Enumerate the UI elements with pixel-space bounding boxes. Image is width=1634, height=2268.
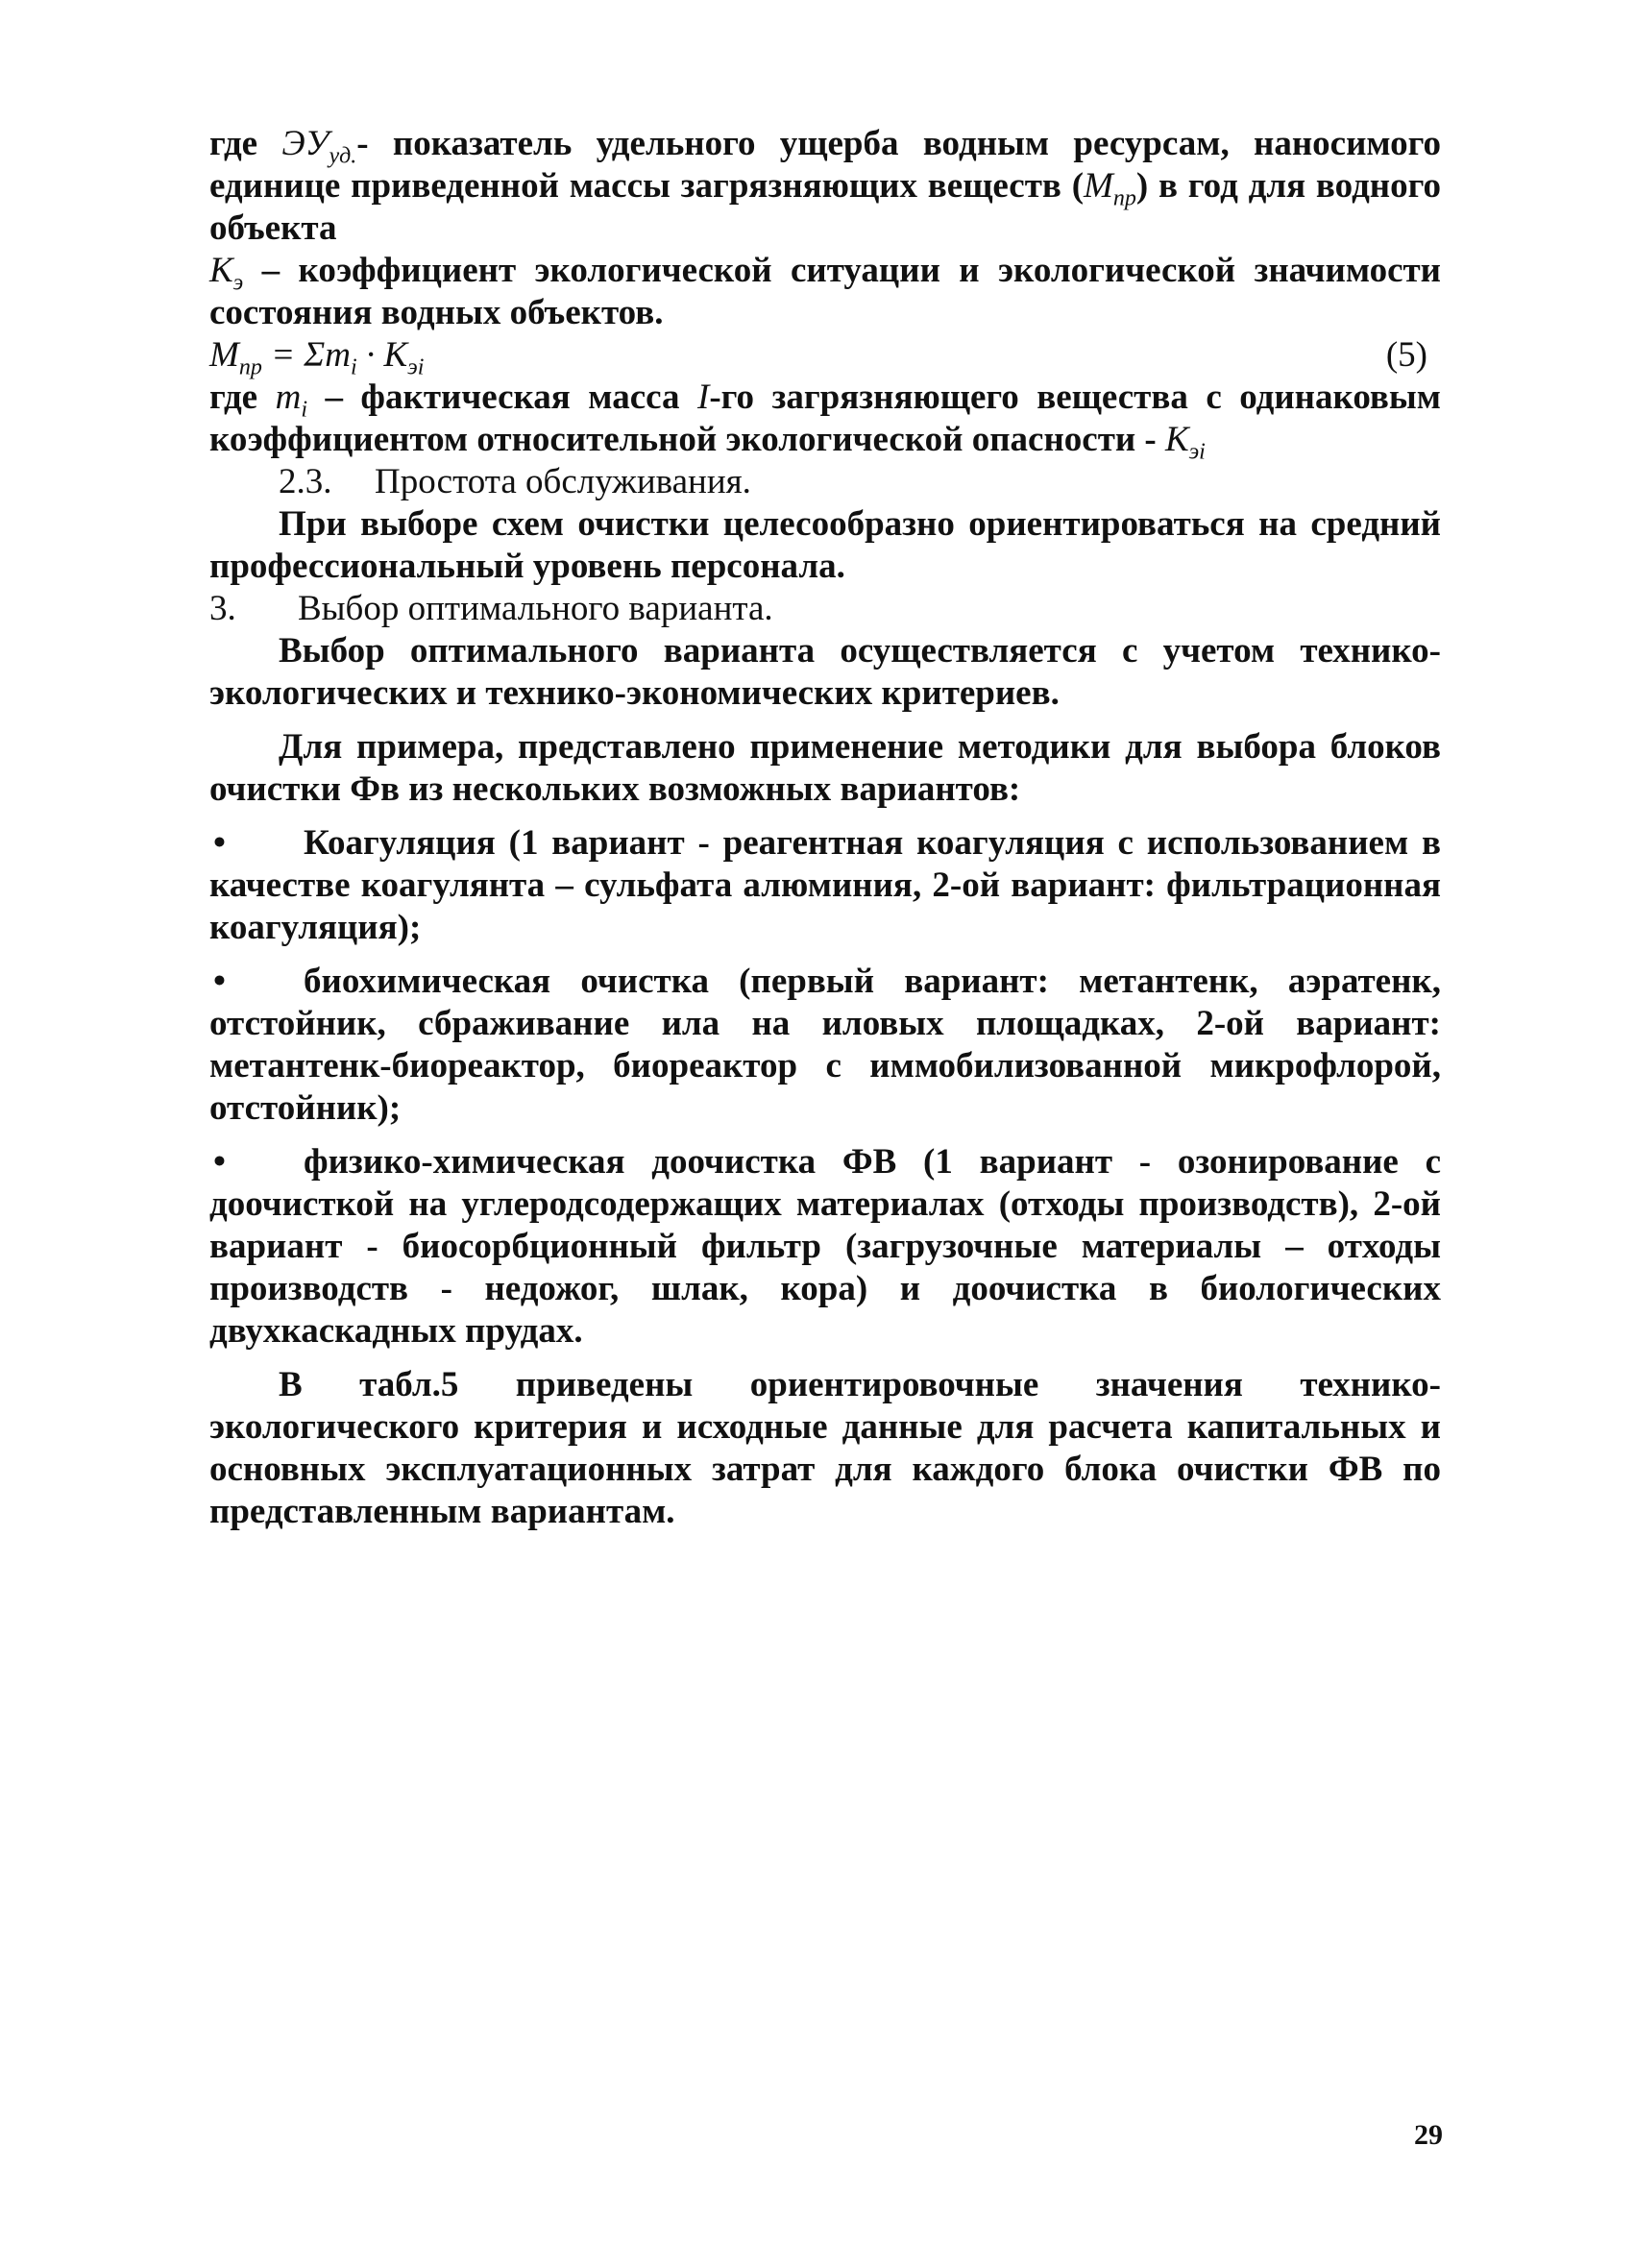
symbol-eu: ЭУ <box>281 124 329 163</box>
text-span: – коэффициент экологической ситуации и экологической значимости состояния водных объектов. <box>209 251 1441 332</box>
list-item-text: Коагуляция (1 вариант - реагентная коагуляция с использованием в качестве коагулянта – сульфата алюминия, 2-ой вариант: фильтрационная коагуляция); <box>209 823 1441 947</box>
subscript-ei: эi <box>1188 439 1206 465</box>
paragraph-m-definition <box>209 377 1441 465</box>
subscript-e: э <box>232 270 244 296</box>
paragraph-personnel: При выборе схем очистки целесообразно ориентироваться на средний профессиональный уровень персонала. <box>209 504 1441 586</box>
list-item <box>209 1141 1441 1353</box>
paragraph-eu-definition <box>209 123 1441 250</box>
subscript-i: i <box>301 397 307 423</box>
list-item-text: биохимическая очистка (первый вариант: метантенк, аэратенк, отстойник, сбраживание ила на иловых площадках, 2-ой вариант: метантенк-биореактор, биореактор с иммобилизованной микрофлорой, отстойник); <box>209 962 1441 1128</box>
symbol-m: М <box>1084 166 1113 206</box>
paragraph-example: Для примера, представлено применение методики для выбора блоков очистки Фв из нескольких возможных вариантов: <box>209 727 1441 809</box>
bullet-icon: • <box>213 823 226 863</box>
symbol-k-ei: К <box>1165 420 1189 459</box>
section-title: Простота обслуживания. <box>375 462 751 501</box>
page-number: 29 <box>1414 2119 1443 2151</box>
subscript-pr: пр <box>1112 185 1136 211</box>
text-span: - показатель удельного ущерба водным ресурсам, наносимого единице приведенной массы загрязняющих веществ ( <box>209 124 1441 206</box>
section-number: 2.3. <box>279 462 332 501</box>
list-item <box>209 961 1441 1130</box>
body-text <box>209 123 1441 1533</box>
section-number: 3. <box>209 589 236 628</box>
bullet-icon: • <box>213 1142 226 1182</box>
formula-number: (5) <box>1385 335 1427 375</box>
section-title: Выбор оптимального варианта. <box>298 589 773 628</box>
symbol-i: I <box>696 378 710 417</box>
section-heading-2-3 <box>209 461 1441 503</box>
symbol-m-i: m <box>275 378 302 417</box>
paragraph-table5: В табл.5 приведены ориентировочные значения технико-экологического критерия и исходные данные для расчета капитальных и основных эксплуатационных затрат для каждого блока очистки ФВ по представленным вариантам. <box>209 1365 1441 1531</box>
text-span: -го загрязняющего вещества с одинаковым коэффициентом относительной экологической опасности - <box>209 378 1441 459</box>
formula-expression: $M_{пр} = \Sigma m_i \cdot K_{эi}$ <box>209 335 425 380</box>
text-span: где <box>209 378 276 417</box>
paragraph-optimal-choice: Выбор оптимального варианта осуществляется с учетом технико-экологических и технико-экономических критериев. <box>209 631 1441 713</box>
text-span: где <box>209 124 282 163</box>
bullet-icon: • <box>213 962 226 1001</box>
subscript-ud: уд. <box>329 143 357 169</box>
formula-5 <box>209 334 1441 380</box>
paragraph-k-definition <box>209 250 1441 334</box>
list-item-text: физико-химическая доочистка ФВ (1 вариант - озонирование с доочисткой на углеродсодержащих материалах (отходы производств), 2-ой вариант - биосорбционный фильтр (загрузочные материалы – отходы производств - недожог, шлак, кора) и доочистка в биологических двухкаскадных прудах. <box>209 1142 1441 1351</box>
text-span: – фактическая масса <box>306 378 697 417</box>
symbol-k: К <box>209 251 233 290</box>
list-item <box>209 822 1441 949</box>
text-span: ) в год для водного объекта <box>209 166 1442 248</box>
section-heading-3 <box>209 588 1441 630</box>
